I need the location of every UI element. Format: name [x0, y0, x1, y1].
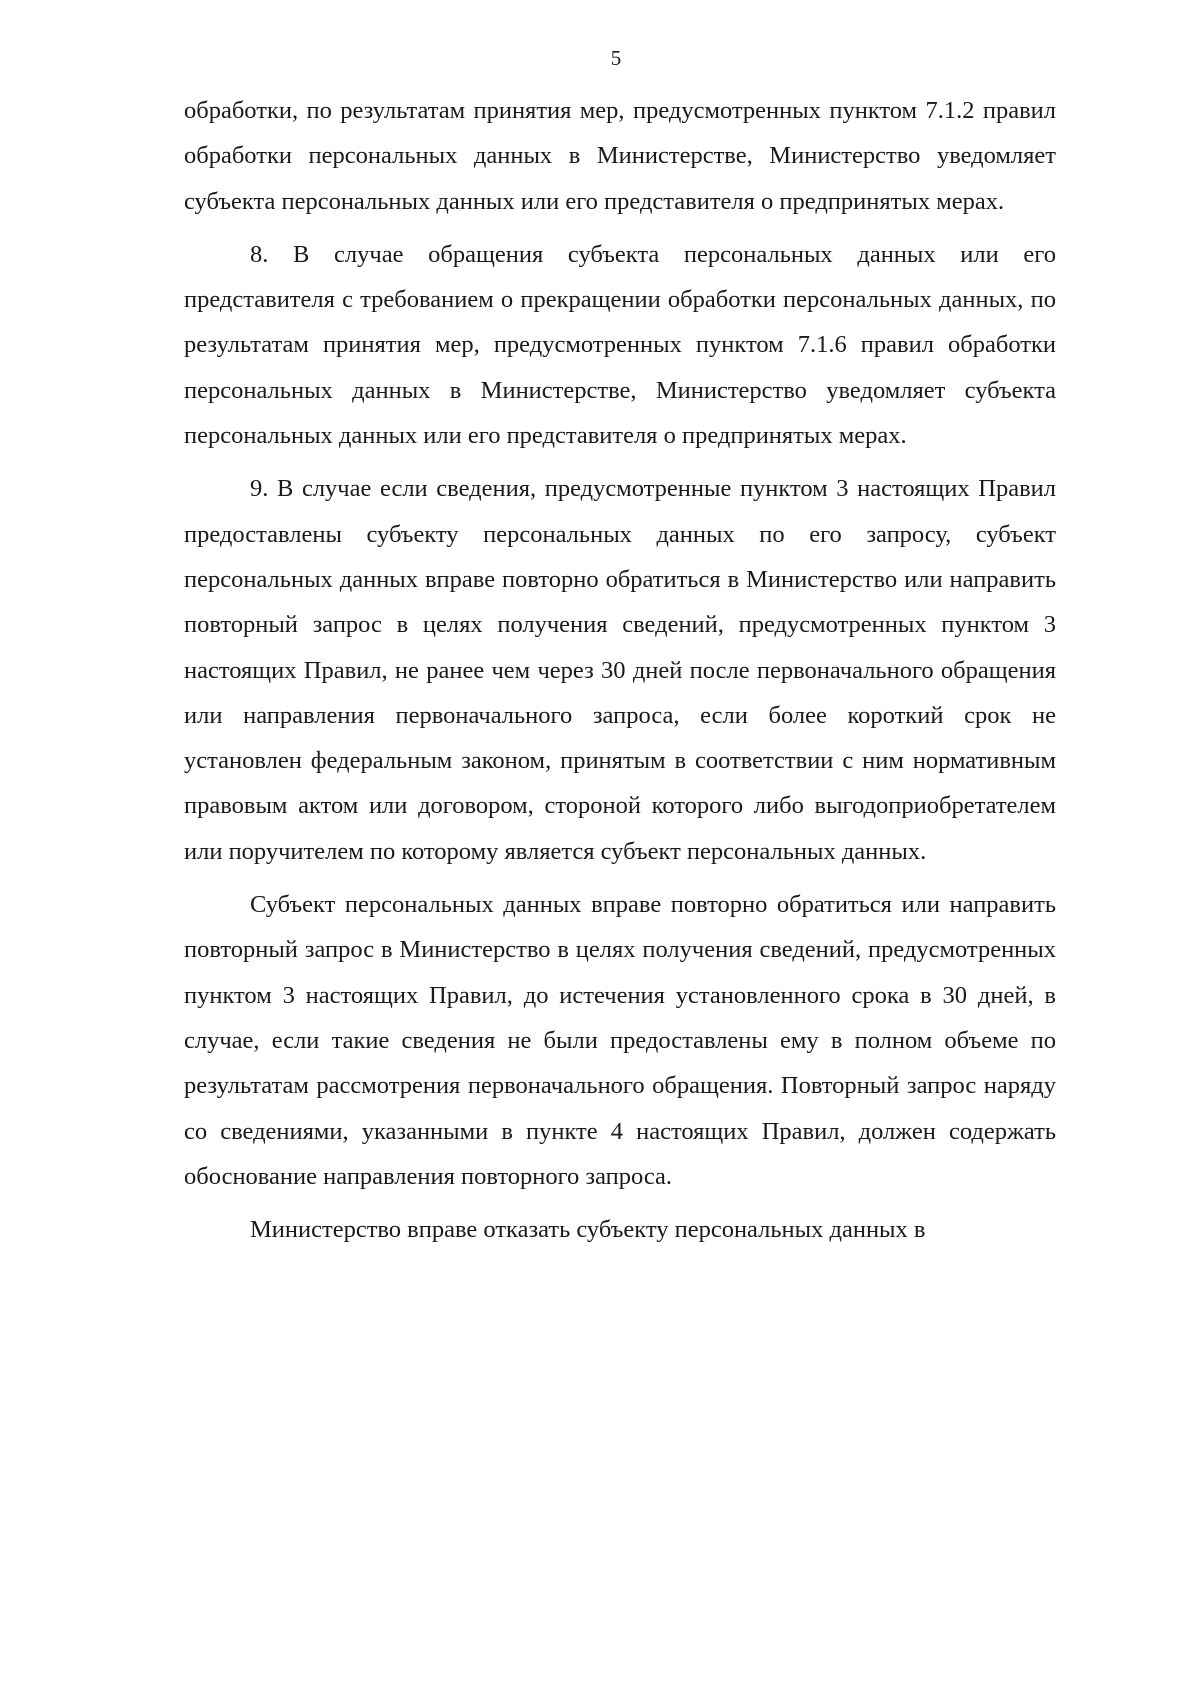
paragraph-item-8: 8. В случае обращения субъекта персональных данных или его представителя с требованием о прекращении обработки персональных данных, по результатам принятия мер, предусмотренных пунктом 7.1.6 правил обработки персональных данных в Министерстве, Министерство уведомляет субъекта персональных данных или его представителя о предпринятых мерах.	[184, 240, 1056, 450]
paragraph-repeat-request: Субъект персональных данных вправе повторно обратиться или направить повторный запрос в Министерство в целях получения сведений, предусмотренных пунктом 3 настоящих Правил, до истечения установленного срока в 30 дней, в случае, если такие сведения не были предоставлены ему в полном объеме по результатам рассмотрения первоначального обращения. Повторный запрос наряду со сведениями, указанными в пункте 4 настоящих Правил, должен содержать обоснование направления повторного запроса.	[184, 891, 1056, 1190]
document-body	[184, 88, 1056, 1252]
page-number: 5	[610, 46, 622, 70]
paragraph-item-9: 9. В случае если сведения, предусмотренные пунктом 3 настоящих Правил предоставлены субъекту персональных данных по его запросу, субъект персональных данных вправе повторно обратиться в Министерство или направить повторный запрос в целях получения сведений, предусмотренных пунктом 3 настоящих Правил, не ранее чем через 30 дней после первоначального обращения или направления первоначального запроса, если более короткий срок не установлен федеральным законом, принятым в соответствии с ним нормативным правовым актом или договором, стороной которого либо выгодоприобретателем или поручителем по которому является субъект персональных данных.	[184, 475, 1056, 865]
paragraph-refusal: Министерство вправе отказать субъекту персональных данных в	[250, 1216, 926, 1244]
paragraph-continuation: обработки, по результатам принятия мер, предусмотренных пунктом 7.1.2 правил обработки персональных данных в Министерстве, Министерство уведомляет субъекта персональных данных или его представителя о предпринятых мерах.	[184, 97, 1056, 215]
